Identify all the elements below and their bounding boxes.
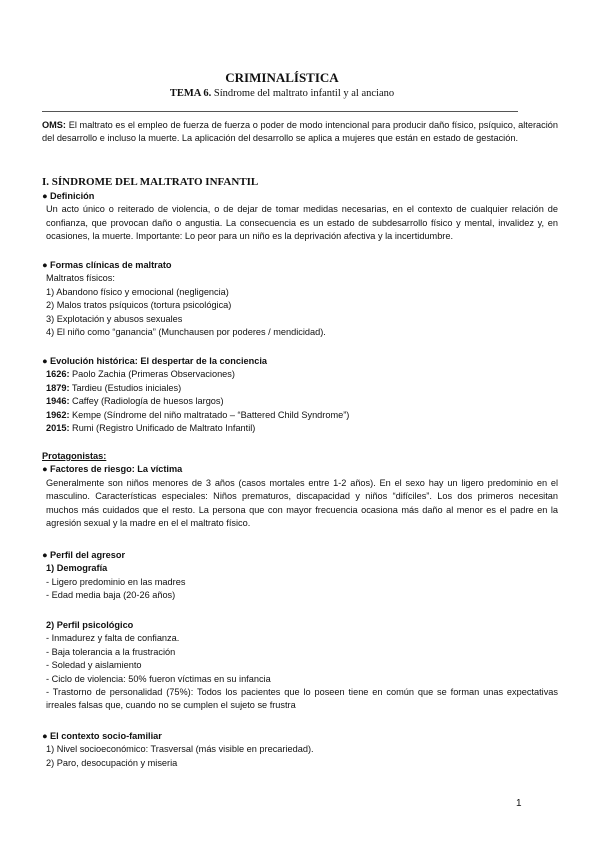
list-item: 2) Paro, desocupación y miseria (46, 757, 178, 768)
list-item: 4) El niño como “ganancia” (Munchausen por poderes / mendicidad). (46, 327, 326, 338)
bullet-icon: ● (42, 550, 48, 560)
document-title: CRIMINALÍSTICA (225, 70, 339, 85)
list-item: - Soledad y aislamiento (46, 660, 142, 671)
protagonistas-block (42, 450, 558, 530)
list-item: 1) Abandono físico y emocional (negligencia) (46, 286, 229, 297)
definicion-text: Un acto único o reiterado de violencia, o de dejar de tomar medidas necesarias, en el contexto de cualquier relación de confianza, que provocan daño o angustia. La consecuencia es un estado de subdesarrollo físico y mental, invalidez y, en ocasiones, la muerte. Importante: Lo peor para un niño es la deprivación afectiva y la incertidumbre. (46, 204, 558, 242)
list-item: 3) Explotación y abusos sexuales (46, 313, 183, 324)
demografia-heading: 1) Demografía (46, 563, 108, 574)
factores-heading: ● Factores de riesgo: La víctima (42, 463, 558, 476)
header-divider (42, 111, 518, 112)
evolucion-heading: ● Evolución histórica: El despertar de la conciencia (42, 355, 558, 368)
list-item: - Inmadurez y falta de confianza. (46, 633, 180, 644)
contexto-heading: ● El contexto socio-familiar (42, 730, 558, 743)
bullet-icon: ● (42, 191, 48, 201)
bullet-icon: ● (42, 731, 48, 741)
bullet-icon: ● (42, 356, 48, 366)
evolucion-block (42, 355, 558, 435)
bullet-icon: ● (42, 464, 48, 475)
factores-text: Generalmente son niños menores de 3 años (casos mortales entre 1-2 años). En el sexo hay un ligero predominio en el masculino. Características especiales: Niños prematuros, discapacidad y niños “difíciles”. Los dos primeros necesitan muchos más cuidados que el resto. La persona que con mayor frecuencia ocasiona más daño al menor es el padre en la agresión sexual y la madre en el el maltrato físico. (46, 477, 558, 529)
agresor-heading: ● Perfil del agresor (42, 549, 558, 562)
psicologico-heading: 2) Perfil psicológico (46, 620, 134, 630)
contexto-block (42, 730, 558, 770)
timeline-item: 1626: Paolo Zachia (Primeras Observaciones) (46, 369, 235, 380)
protagonistas-label: Protagonistas: (42, 451, 107, 461)
timeline-item: 1962: Kempe (Síndrome del niño maltratado – “Battered Child Syndrome”) (46, 409, 350, 420)
section-heading: I. SÍNDROME DEL MALTRATO INFANTIL (42, 176, 259, 188)
oms-text: El maltrato es el empleo de fuerza de fuerza o poder de modo intencional para producir daño físico, psíquico, alteración del desarrollo e incluso la muerte. La aplicación del desarrollo se aplica a mujeres que están en estado de gestación. (42, 120, 558, 144)
bullet-icon: ● (42, 260, 48, 270)
formas-heading: ● Formas clínicas de maltrato (42, 259, 558, 272)
list-item: 1) Nivel socioeconómico: Trasversal (más visible en precariedad). (46, 744, 314, 755)
timeline-item: 1946: Caffey (Radiología de huesos largos) (46, 396, 224, 407)
list-item: - Baja tolerancia a la frustración (46, 646, 176, 657)
list-item: - Edad media baja (20-26 años) (46, 590, 176, 601)
timeline-item: 2015: Rumi (Registro Unificado de Maltrato Infantil) (46, 423, 256, 434)
psicologico-block (42, 619, 558, 713)
list-item: 2) Malos tratos psíquicos (tortura psicológica) (46, 300, 232, 311)
list-item: - Ligero predominio en las madres (46, 576, 186, 587)
subtitle-text: Síndrome del maltrato infantil y al anciano (211, 88, 395, 99)
definicion-heading: ● Definición (42, 190, 558, 203)
oms-label: OMS: (42, 120, 66, 130)
document-subtitle (0, 88, 564, 99)
definicion-block (42, 190, 558, 244)
list-item: - Ciclo de violencia: 50% fueron víctimas en su infancia (46, 673, 271, 684)
list-item: Maltratos físicos: (46, 273, 115, 284)
formas-block (42, 259, 558, 339)
list-item: - Trastorno de personalidad (75%): Todos los pacientes que lo poseen tiene en común que se forman unas expectativas irreales falsas que, cuando no se cumplen el sujeto se frustra (46, 687, 558, 711)
agresor-block (42, 549, 558, 603)
subtitle-tema: TEMA 6. (169, 88, 212, 99)
oms-paragraph (42, 119, 558, 146)
timeline-item: 1879: Tardieu (Estudios iniciales) (46, 382, 182, 393)
page-number: 1 (516, 798, 522, 809)
